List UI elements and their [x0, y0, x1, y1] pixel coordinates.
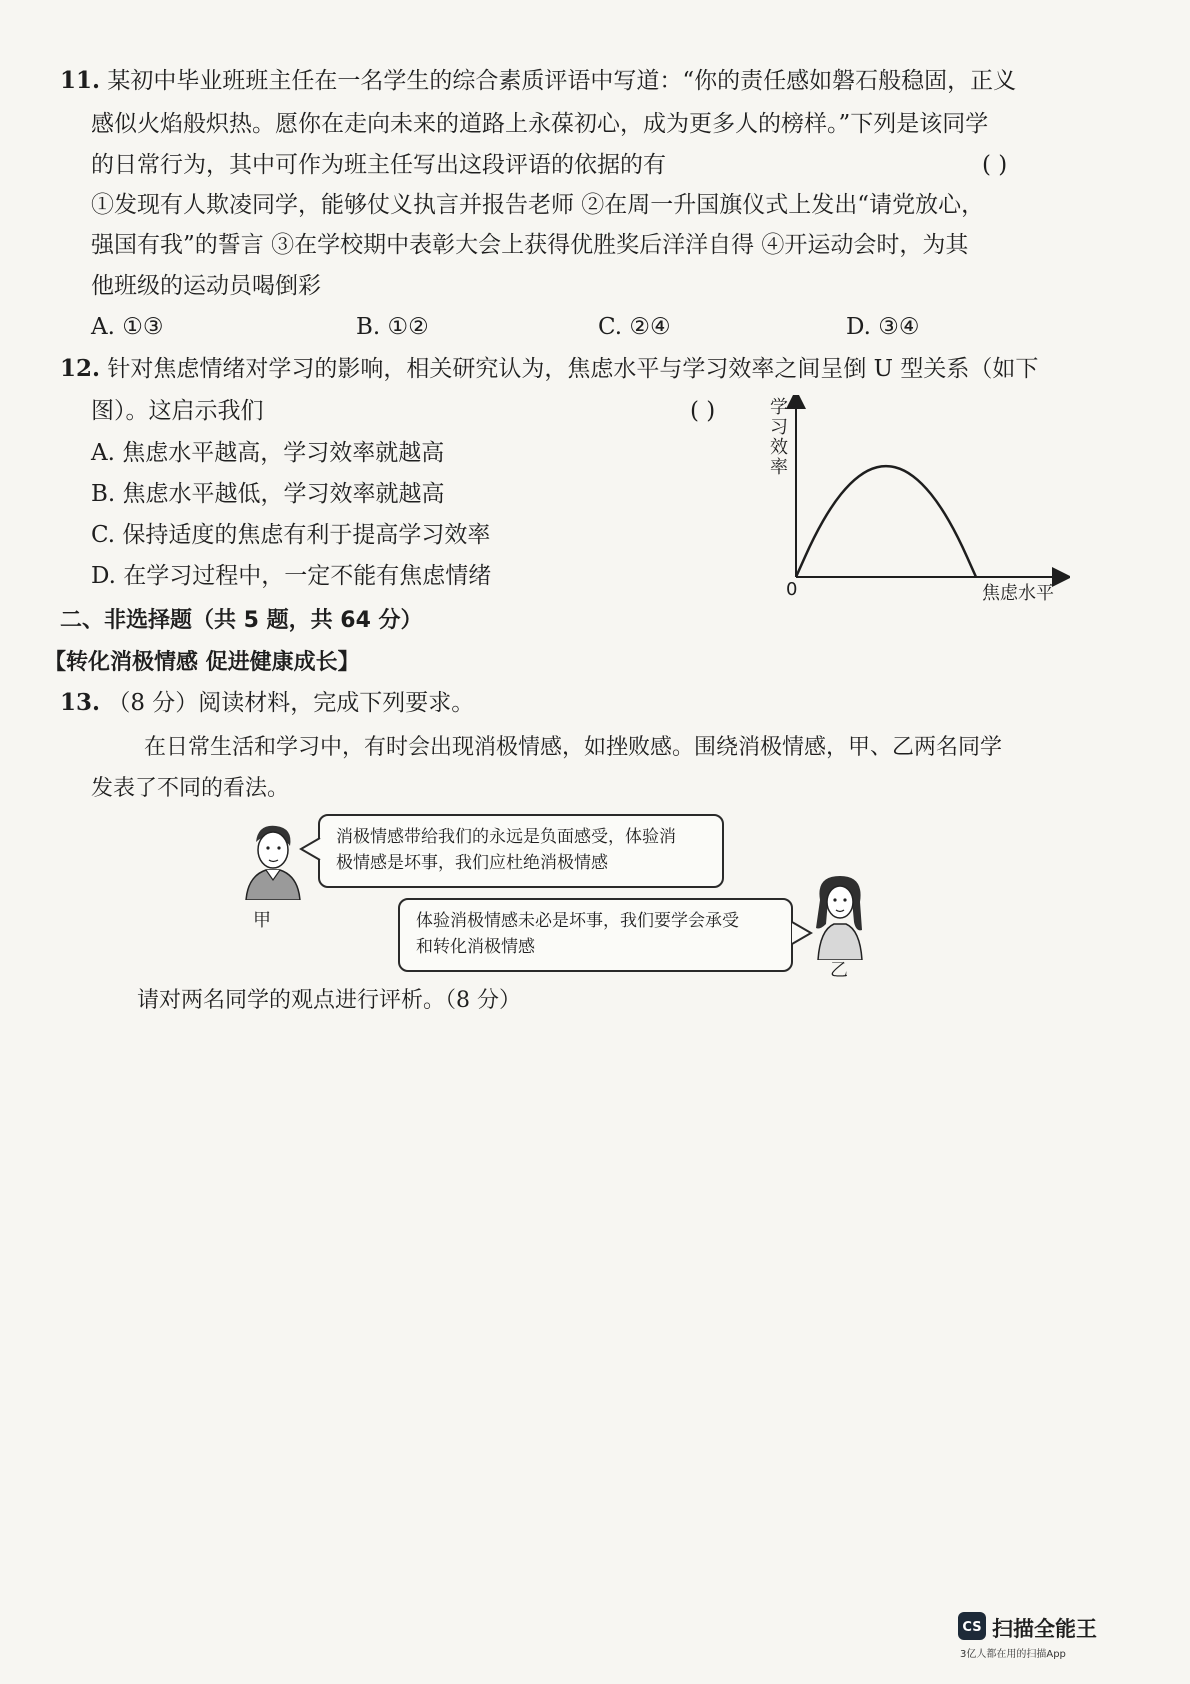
logo-text: CS — [962, 1620, 982, 1635]
y-axis-label-char: 率 — [770, 457, 788, 478]
answer-bracket: ( ) — [982, 152, 1008, 178]
bubble-text-line: 和转化消极情感 — [416, 937, 535, 957]
y-axis-label-char: 学 — [770, 397, 788, 418]
option-a: A. 焦虑水平越高，学习效率就越高 — [91, 440, 445, 466]
option-d: D. 在学习过程中，一定不能有焦虑情绪 — [91, 563, 492, 589]
question-text-line: ①发现有人欺凌同学，能够仗义执言并报告老师 ②在周一升国旗仪式上发出“请党放心， — [91, 192, 985, 218]
y-axis-label-char: 习 — [770, 417, 788, 438]
question-number: 13. — [60, 689, 101, 716]
speech-bubble-jia — [318, 814, 724, 888]
bubble-text-line: 消极情感带给我们的永远是负面感受，体验消 — [336, 827, 676, 847]
brand-tagline: 3亿人都在用的扫描App — [960, 1649, 1066, 1660]
question-text-line: 图）。这启示我们 — [91, 398, 264, 424]
question-text-line: 他班级的运动员喝倒彩 — [91, 273, 321, 299]
question-number: 12. — [60, 355, 101, 382]
option-b: B. 焦虑水平越低，学习效率就越高 — [91, 481, 445, 507]
question-text-line: 针对焦虑情绪对学习的影响，相关研究认为，焦虑水平与学习效率之间呈倒 U 型关系（如下 — [107, 356, 1039, 382]
option-c: C. ②④ — [598, 314, 671, 340]
camscanner-logo — [958, 1612, 986, 1644]
theme-heading: 【转化消极情感 促进健康成长】 — [44, 650, 360, 675]
bubble-tail-jia — [299, 836, 321, 862]
question-task: 请对两名同学的观点进行评析。（8 分） — [137, 988, 521, 1013]
brand-name: 扫描全能王 — [992, 1617, 1097, 1641]
x-axis-label: 焦虑水平 — [982, 583, 1054, 604]
question-text-line: 强国有我”的誓言 ③在学校期中表彰大会上获得优胜奖后洋洋自得 ④开运动会时，为其 — [91, 232, 969, 258]
label-jia: 甲 — [253, 910, 271, 931]
question-text-line: 某初中毕业班班主任在一名学生的综合素质评语中写道：“你的责任感如磐石般稳固，正义 — [107, 68, 1017, 94]
speech-bubble-yi — [398, 898, 793, 972]
inverted-u-curve — [796, 466, 976, 577]
student-jia-illustration — [238, 820, 308, 900]
origin-label: 0 — [786, 579, 798, 600]
answer-bracket: ( ) — [690, 398, 716, 424]
question-number: 11. — [60, 67, 101, 94]
material-text-line: 发表了不同的看法。 — [91, 776, 290, 801]
bubble-text-line: 极情感是坏事，我们应杜绝消极情感 — [336, 853, 608, 873]
inverted-u-chart — [770, 395, 1070, 605]
question-text-line: 的日常行为，其中可作为班主任写出这段评语的依据的有 — [91, 152, 666, 178]
question-text-line: 感似火焰般炽热。愿你在走向未来的道路上永葆初心，成为更多人的榜样。”下列是该同学 — [91, 111, 989, 137]
option-c: C. 保持适度的焦虑有利于提高学习效率 — [91, 522, 491, 548]
y-axis-label-char: 效 — [770, 437, 788, 458]
bubble-text-line: 体验消极情感未必是坏事，我们要学会承受 — [416, 911, 739, 931]
option-b: B. ①② — [356, 314, 429, 340]
student-yi-illustration — [806, 870, 874, 960]
material-text-line: 在日常生活和学习中，有时会出现消极情感，如挫败感。围绕消极情感，甲、乙两名同学 — [144, 735, 1003, 760]
question-stem: （8 分）阅读材料，完成下列要求。 — [107, 690, 475, 716]
section-heading: 二、非选择题（共 5 题，共 64 分） — [60, 608, 423, 633]
option-d: D. ③④ — [846, 314, 920, 340]
option-a: A. ①③ — [91, 314, 164, 340]
label-yi: 乙 — [830, 960, 848, 981]
